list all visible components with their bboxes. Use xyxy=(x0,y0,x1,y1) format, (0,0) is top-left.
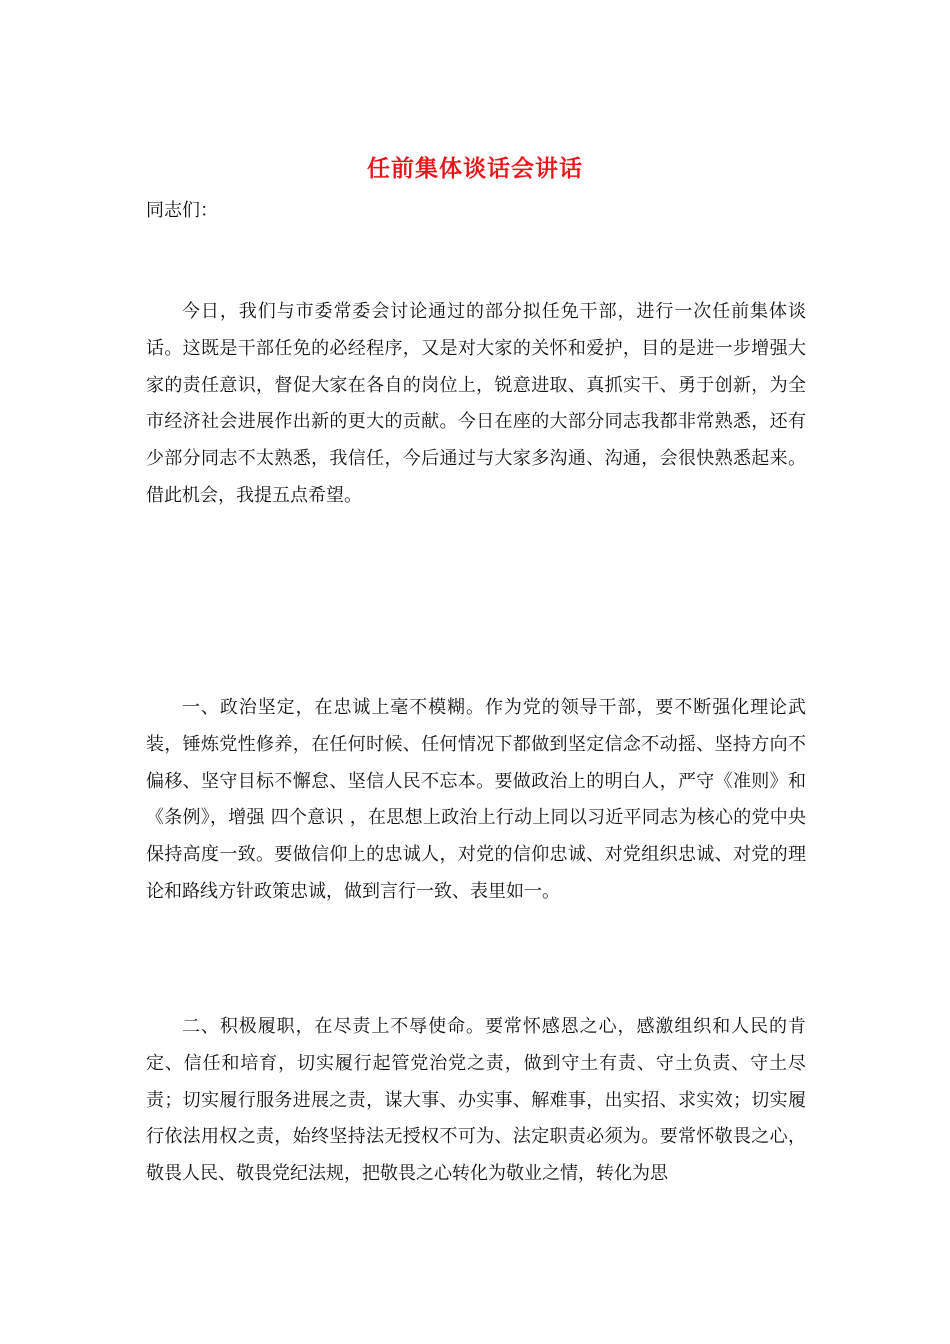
paragraph-intro: 今日，我们与市委常委会讨论通过的部分拟任免干部，进行一次任前集体谈话。这既是干部任免的必经程序，又是对大家的关怀和爱护，目的是进一步增强大家的责任意识，督促大家在各自的岗位上，锐意进取、真抓实干、勇于创新，为全市经济社会进展作出新的更大的贡献。今日在座的大部分同志我都非常熟悉，还有少部分同志不太熟悉，我信任，今后通过与大家多沟通、沟通，会很快熟悉起来。借此机会，我提五点希望。 xyxy=(146,301,806,506)
paragraph-point-two: 二、积极履职，在尽责上不辱使命。要常怀感恩之心，感激组织和人民的肯定、信任和培育，切实履行起管党治党之责，做到守土有责、守土负责、守土尽责；切实履行服务进展之责，谋大事、办实事、解难事，出实招、求实效；切实履行依法用权之责，始终坚持法无授权不可为、法定职责必须为。要常怀敬畏之心，敬畏人民、敬畏党纪法规，把敬畏之心转化为敬业之情，转化为思 xyxy=(146,1016,806,1185)
paragraph-point-one: 一、政治坚定，在忠诚上毫不模糊。作为党的领导干部，要不断强化理论武装，锤炼党性修养，在任何时候、任何情况下都做到坚定信念不动摇、坚持方向不偏移、坚守目标不懈怠、坚信人民不忘本。要做政治上的明白人，严守《准则》和《条例》，增强 四个意识 ，在思想上政治上行动上同以习近平同志为核心的党中央保持高度一致。要做信仰上的忠诚人，对党的信仰忠诚、对党组织忠诚、对党的理论和路线方针政策忠诚，做到言行一致、表里如一。 xyxy=(146,697,806,902)
salutation: 同志们： xyxy=(146,200,218,221)
document-title: 任前集体谈话会讲话 xyxy=(367,155,583,182)
